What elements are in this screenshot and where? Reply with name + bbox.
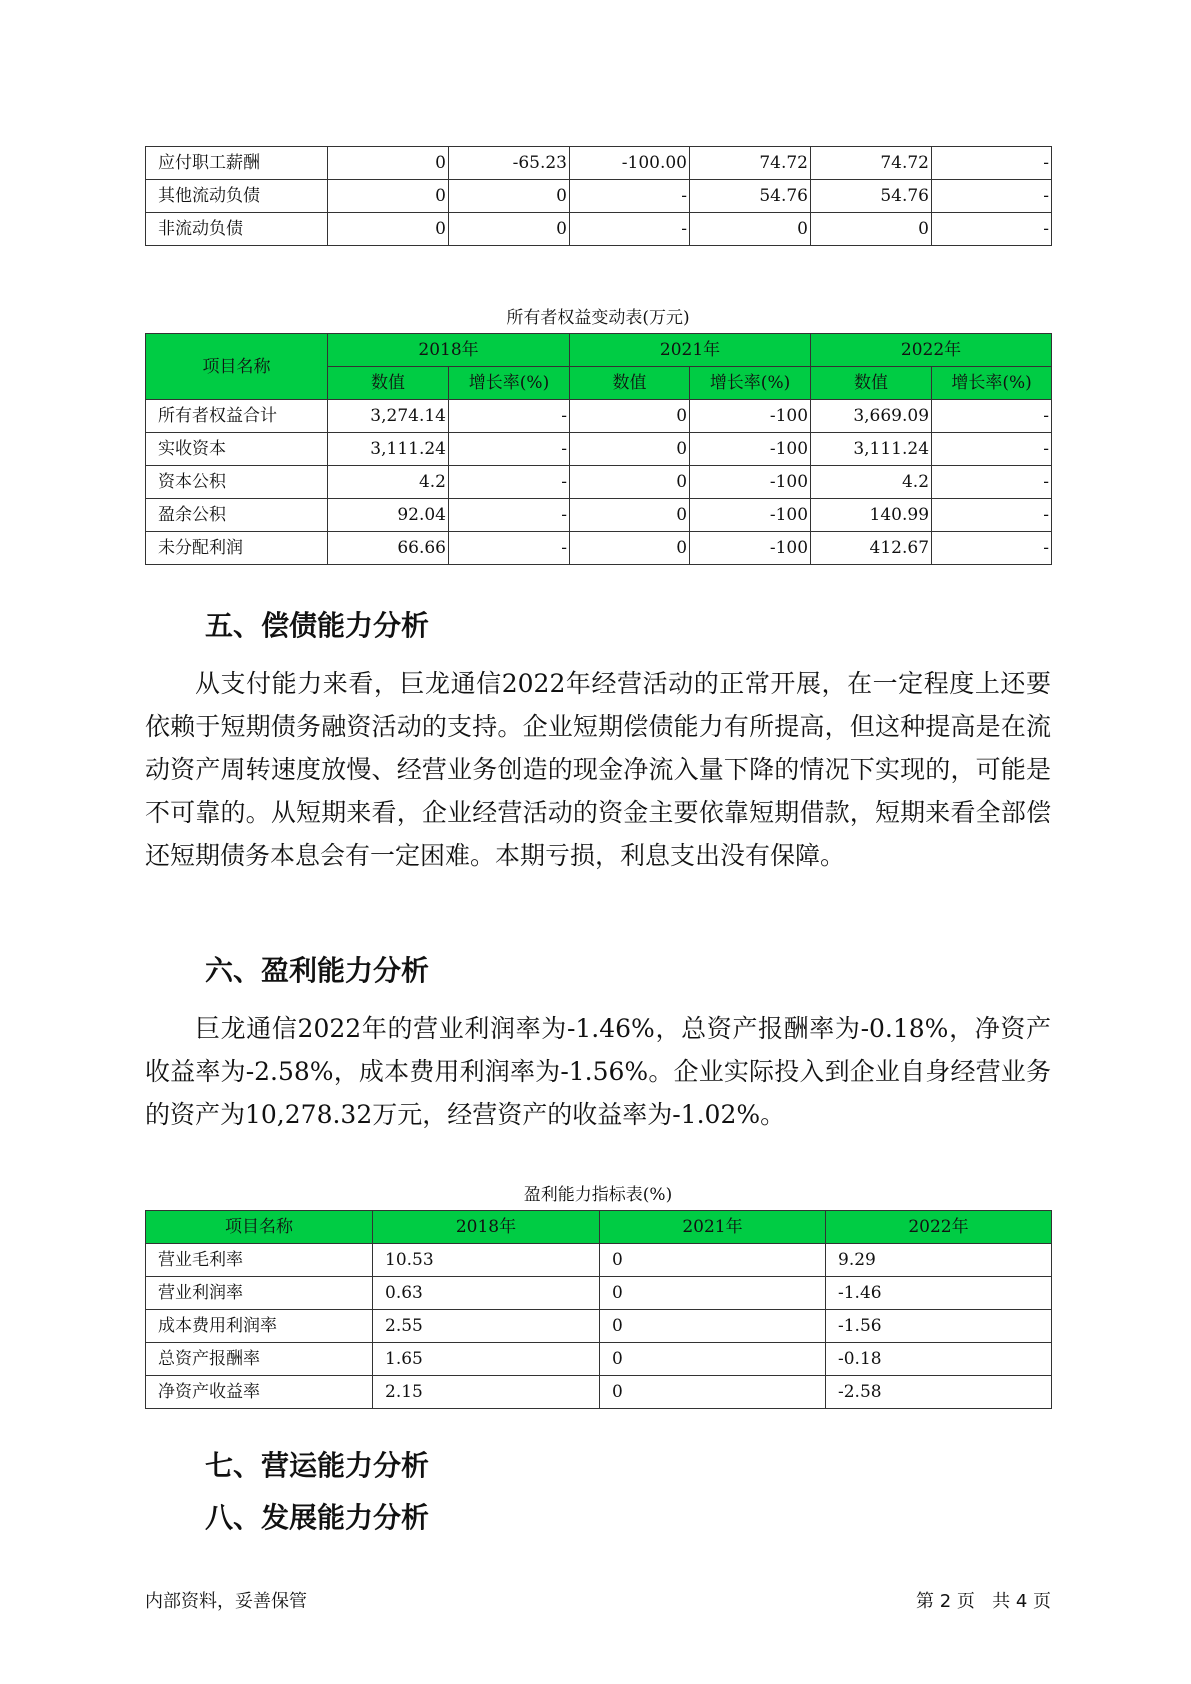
table-cell: 3,111.24 [328,433,449,466]
profit-table-caption: 盈利能力指标表(%) [523,1185,673,1205]
table-row [146,433,1052,466]
equity-table-caption: 所有者权益变动表(万元) [506,308,690,328]
section-heading: 六、盈利能力分析 [205,954,430,987]
row-name: 营业利润率 [146,1277,373,1310]
header-year: 2022年 [826,1211,1052,1244]
table-cell: 0 [328,180,449,213]
table-cell: 54.76 [811,180,932,213]
table-cell: 74.72 [690,147,811,180]
table-cell: 3,669.09 [811,400,932,433]
table-cell: - [932,499,1052,532]
header-growth: 增长率(%) [690,367,811,400]
table-cell: -100 [690,499,811,532]
table-row [146,532,1052,565]
table-cell: - [449,400,570,433]
table-cell: -100 [690,532,811,565]
table-cell: 0 [449,213,570,246]
table-cell: 0 [600,1310,826,1343]
row-name: 营业毛利率 [146,1244,373,1277]
table-cell: - [449,499,570,532]
table-cell: 0 [328,147,449,180]
section-paragraph: 从支付能力来看，巨龙通信2022年经营活动的正常开展，在一定程度上还要依赖于短期债务融资活动的支持。企业短期偿债能力有所提高，但这种提高是在流动资产周转速度放慢、经营业务创造的现金净流入量下降的情况下实现的，可能是不可靠的。从短期来看，企业经营活动的资金主要依靠短期借款，短期来看全部偿还短期债务本息会有一定困难。本期亏损，利息支出没有保障。 [145,669,1051,870]
section-heading: 八、发展能力分析 [205,1501,430,1534]
table-cell: 0 [570,433,690,466]
table-row [146,213,1052,246]
row-name: 成本费用利润率 [146,1310,373,1343]
table-cell: - [932,466,1052,499]
table-cell: 0 [449,180,570,213]
table-row [146,1277,1052,1310]
header-growth: 增长率(%) [449,367,570,400]
table-cell: 1.65 [373,1343,600,1376]
header-year: 2018年 [373,1211,600,1244]
header-value: 数值 [328,367,449,400]
table-header-row [146,334,1052,367]
table-cell: -100 [690,400,811,433]
table-cell: 2.15 [373,1376,600,1409]
row-name: 实收资本 [146,433,328,466]
row-name: 总资产报酬率 [146,1343,373,1376]
section-paragraph: 巨龙通信2022年的营业利润率为-1.46%，总资产报酬率为-0.18%，净资产收益率为-2.58%，成本费用利润率为-1.56%。企业实际投入到企业自身经营业务的资产为10,278.32万元，经营资产的收益率为-1.02%。 [145,1014,1051,1129]
table-cell: 0 [600,1244,826,1277]
table-row [146,1310,1052,1343]
table-cell: - [570,213,690,246]
table-cell: 10.53 [373,1244,600,1277]
profit-table [145,1210,1052,1409]
table-cell: 0 [600,1343,826,1376]
table-cell: - [932,532,1052,565]
row-name: 净资产收益率 [146,1376,373,1409]
table-cell: - [449,466,570,499]
table-cell: 4.2 [328,466,449,499]
table-cell: 3,274.14 [328,400,449,433]
table-cell: 0 [600,1277,826,1310]
table-cell: 0.63 [373,1277,600,1310]
row-name: 盈余公积 [146,499,328,532]
table-cell: - [449,532,570,565]
liability-table [145,146,1052,246]
header-value: 数值 [811,367,932,400]
table-row [146,466,1052,499]
table-cell: 0 [570,499,690,532]
row-name: 所有者权益合计 [146,400,328,433]
table-row [146,1343,1052,1376]
header-year: 2021年 [600,1211,826,1244]
header-value: 数值 [570,367,690,400]
row-name: 资本公积 [146,466,328,499]
table-row [146,400,1052,433]
table-header-row [146,1211,1052,1244]
table-cell: 4.2 [811,466,932,499]
header-year: 2022年 [811,334,1052,367]
table-cell: 66.66 [328,532,449,565]
row-name: 其他流动负债 [146,180,328,213]
table-cell: - [932,400,1052,433]
table-cell: 92.04 [328,499,449,532]
table-cell: -100 [690,466,811,499]
table-cell: 412.67 [811,532,932,565]
header-item: 项目名称 [146,1211,373,1244]
table-cell: 140.99 [811,499,932,532]
header-item: 项目名称 [146,334,328,400]
row-name: 非流动负债 [146,213,328,246]
header-year: 2021年 [570,334,811,367]
table-cell: - [932,433,1052,466]
table-cell: 0 [328,213,449,246]
table-row [146,1244,1052,1277]
table-cell: - [932,180,1052,213]
table-row [146,180,1052,213]
section-heading: 七、营运能力分析 [205,1449,430,1482]
table-cell: 0 [570,466,690,499]
footer-page-number: 第 2 页 共 4 页 [916,1591,1051,1612]
table-cell: - [932,147,1052,180]
header-growth: 增长率(%) [932,367,1052,400]
table-cell: 0 [600,1376,826,1409]
row-name: 未分配利润 [146,532,328,565]
table-cell: 0 [570,400,690,433]
table-cell: - [932,213,1052,246]
table-cell: -65.23 [449,147,570,180]
table-cell: - [570,180,690,213]
table-row [146,147,1052,180]
table-cell: -100 [690,433,811,466]
table-cell: -1.46 [826,1277,1052,1310]
row-name: 应付职工薪酬 [146,147,328,180]
footer-confidential: 内部资料，妥善保管 [145,1591,307,1612]
section-heading: 五、偿债能力分析 [205,609,430,642]
table-row [146,1376,1052,1409]
table-cell: - [449,433,570,466]
header-year: 2018年 [328,334,570,367]
table-cell: 3,111.24 [811,433,932,466]
table-cell: -0.18 [826,1343,1052,1376]
table-cell: -1.56 [826,1310,1052,1343]
table-cell: 74.72 [811,147,932,180]
table-cell: -100.00 [570,147,690,180]
equity-table [145,333,1052,565]
table-cell: 9.29 [826,1244,1052,1277]
table-cell: 2.55 [373,1310,600,1343]
table-cell: 0 [811,213,932,246]
table-cell: 0 [570,532,690,565]
table-cell: -2.58 [826,1376,1052,1409]
table-cell: 54.76 [690,180,811,213]
table-row [146,499,1052,532]
table-cell: 0 [690,213,811,246]
